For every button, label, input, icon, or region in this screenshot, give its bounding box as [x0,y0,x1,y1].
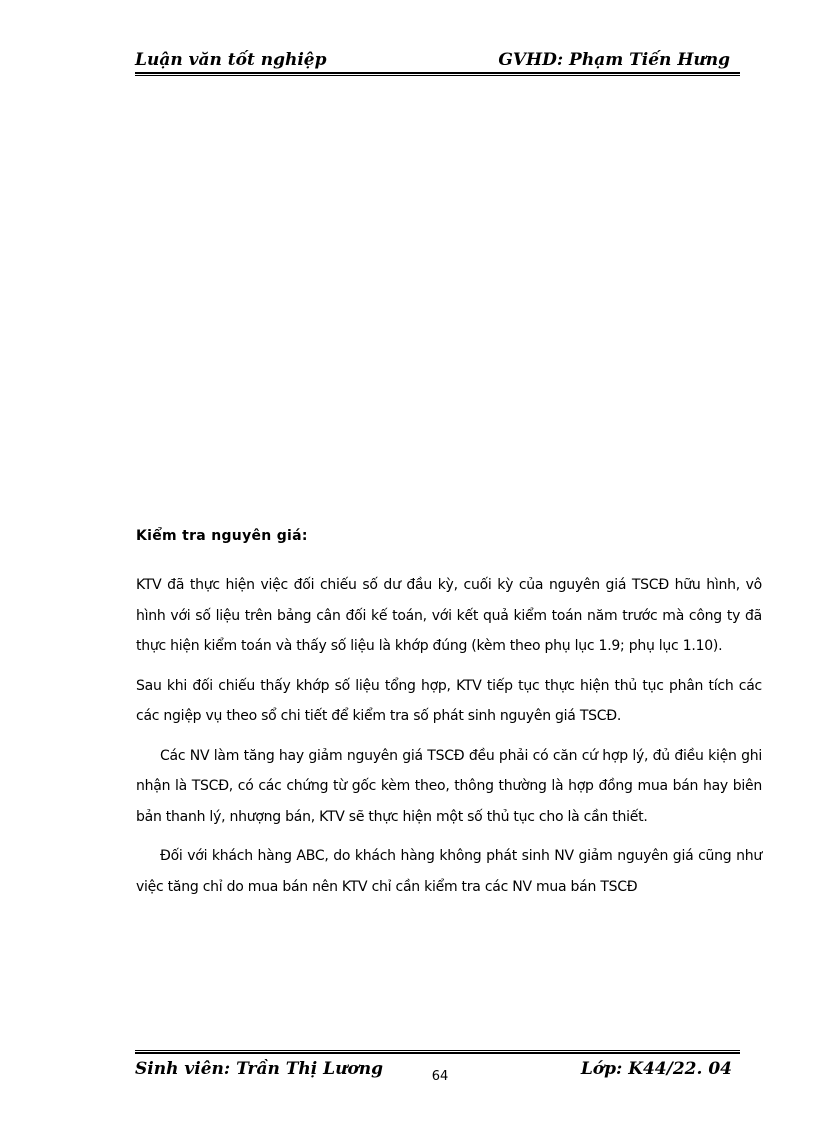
footer-rule-thin [135,1050,740,1051]
footer-class: Lớp: K44/22. 04 [580,1059,732,1079]
section-heading: Kiểm tra nguyên giá: [136,528,308,544]
footer-student: Sinh viên: Trần Thị Lương [135,1059,384,1079]
page-body [136,522,762,911]
page-header [135,48,740,72]
paragraph-2: Sau khi đối chiếu thấy khớp số liệu tổng hợp, KTV tiếp tục thực hiện thủ tục phân tích các các ngiệp vụ theo sổ chi tiết để kiểm tra số phát sinh nguyên giá TSCĐ. [136,677,762,724]
header-rule-thick [135,72,740,74]
paragraph-1: KTV đã thực hiện việc đối chiếu số dư đầu kỳ, cuối kỳ của nguyên giá TSCĐ hữu hình, vô hình với số liệu trên bảng cân đối kế toán, với kết quả kiểm toán năm trước mà công ty đã thực hiện kiểm toán và thấy số liệu là khớp đúng (kèm theo phụ lục 1.9; phụ lục 1.10). [136,577,762,654]
footer-rule-thick [135,1052,740,1054]
header-rule-thin [135,75,740,76]
page-number: 64 [431,1069,449,1084]
paragraph-3: Các NV làm tăng hay giảm nguyên giá TSCĐ đều phải có căn cứ hợp lý, đủ điều kiện ghi nhận là TSCĐ, có các chứng từ gốc kèm theo, thông thường là hợp đồng mua bán hay biên bản thanh lý, nhượng bán, KTV sẽ thực hiện một số thủ tục cho là cần thiết. [136,747,762,825]
header-thesis-title: Luận văn tốt nghiệp [135,50,327,70]
paragraph-4: Đối với khách hàng ABC, do khách hàng không phát sinh NV giảm nguyên giá cũng như việc tăng chỉ do mua bán nên KTV chỉ cần kiểm tra các NV mua bán TSCĐ [136,848,762,895]
header-supervisor: GVHD: Phạm Tiến Hưng [498,50,730,70]
